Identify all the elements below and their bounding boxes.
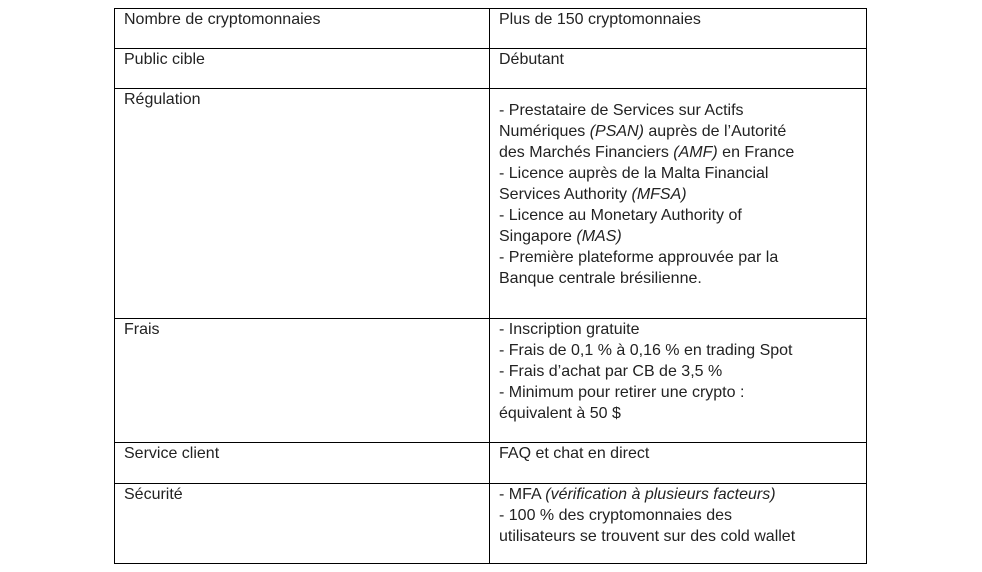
text: Numériques (499, 123, 590, 140)
table-row-regulation (115, 89, 867, 319)
row-value (490, 49, 867, 89)
value-line (499, 142, 857, 163)
value-line (499, 226, 857, 247)
value-line (499, 247, 857, 268)
acronym: (PSAN) (589, 123, 644, 140)
value-line (499, 163, 857, 184)
acronym: (AMF) (673, 144, 718, 161)
text: des Marchés Financiers (499, 144, 674, 161)
table-row-fees (115, 319, 867, 443)
table-row-target-audience (115, 49, 867, 89)
row-value (490, 9, 867, 49)
row-value (490, 319, 867, 443)
text: - 100 % des cryptomonnaies des (499, 507, 733, 524)
value-line (499, 100, 857, 121)
row-label: Frais (115, 319, 490, 443)
value-line: équivalent à 50 $ (499, 405, 621, 422)
text: Banque centrale brésilienne. (499, 270, 702, 287)
text: - MFA (499, 486, 546, 503)
value-line (499, 205, 857, 226)
text: en France (717, 144, 795, 161)
text: - Première plateforme approuvée par la (499, 249, 779, 266)
acronym: (MFSA) (631, 186, 687, 203)
text: Singapore (499, 228, 577, 245)
text: Services Authority (499, 186, 632, 203)
row-value (490, 484, 867, 564)
value-line: - Frais d’achat par CB de 3,5 % (499, 363, 723, 380)
row-label: Régulation (115, 89, 490, 319)
row-label: Nombre de cryptomonnaies (115, 9, 490, 49)
value-line (499, 526, 857, 547)
value-line (499, 184, 857, 205)
text: - Licence au Monetary Authority of (499, 207, 742, 224)
row-label: Public cible (115, 49, 490, 89)
emphasis: (vérification à plusieurs facteurs) (545, 486, 776, 503)
text: - Licence auprès de la Malta Financial (499, 165, 769, 182)
value-line: - Frais de 0,1 % à 0,16 % en trading Spot (499, 342, 793, 359)
value-line (499, 505, 857, 526)
acronym: (MAS) (576, 228, 622, 245)
info-table (114, 8, 867, 564)
value-line (499, 268, 857, 289)
value-line: Débutant (499, 51, 564, 68)
row-label: Sécurité (115, 484, 490, 564)
table-row-security (115, 484, 867, 564)
row-value (490, 443, 867, 484)
value-line (499, 121, 857, 142)
row-value (490, 89, 867, 319)
table-row-customer-service (115, 443, 867, 484)
value-line: - Minimum pour retirer une crypto : (499, 384, 745, 401)
text: - Prestataire de Services sur Actifs (499, 102, 744, 119)
value-line: - Inscription gratuite (499, 321, 640, 338)
text: utilisateurs se trouvent sur des cold wallet (499, 528, 796, 545)
row-label: Service client (115, 443, 490, 484)
text: auprès de l’Autorité (643, 123, 787, 140)
value-line: Plus de 150 cryptomonnaies (499, 11, 701, 28)
value-line (499, 484, 857, 505)
value-line: FAQ et chat en direct (499, 445, 650, 462)
table-row-cryptocurrencies (115, 9, 867, 49)
